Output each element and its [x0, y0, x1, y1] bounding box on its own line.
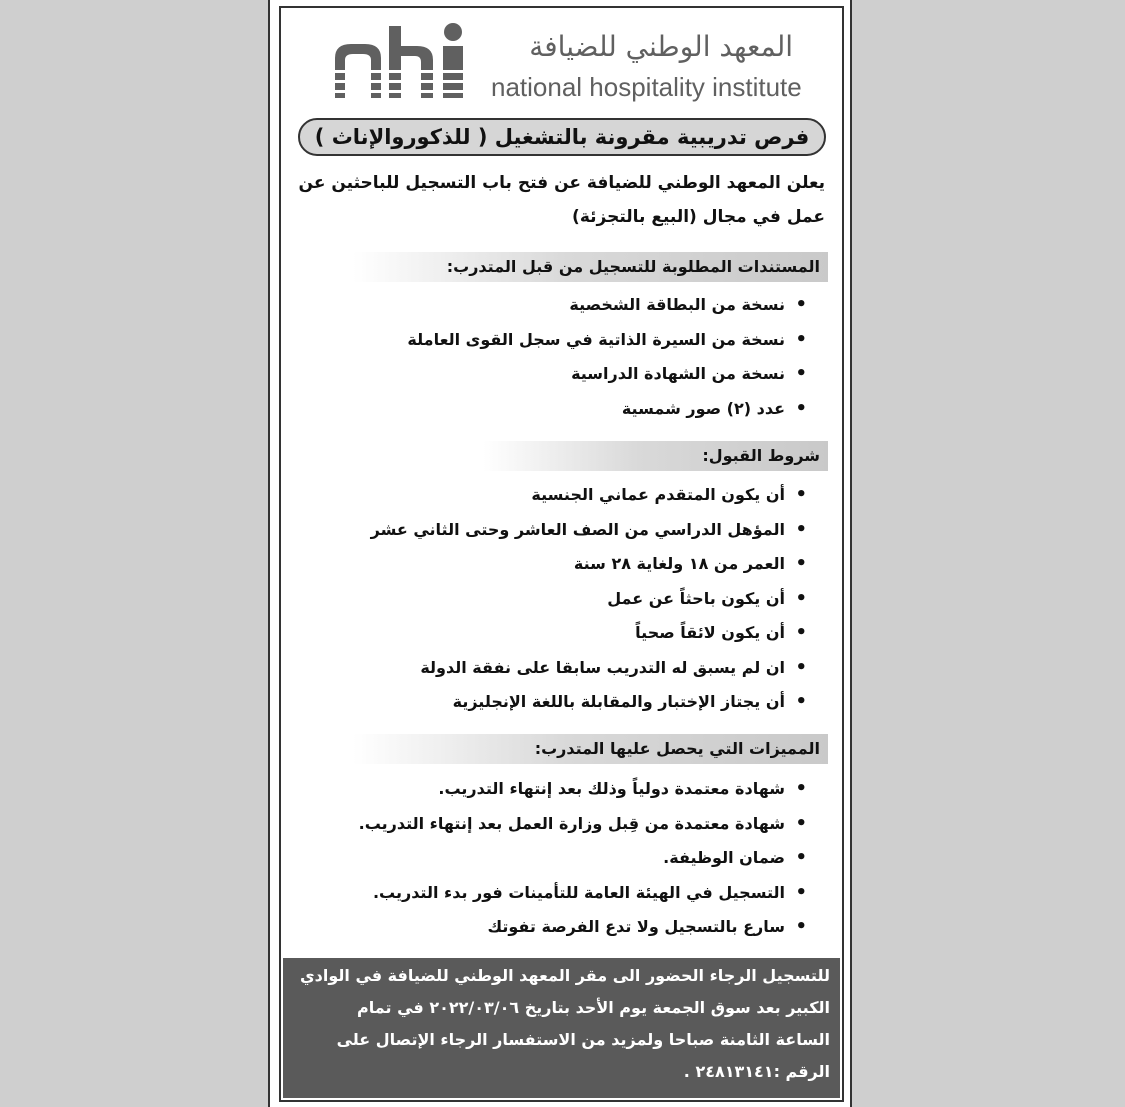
intro-paragraph [285, 166, 825, 234]
logo-english-name: national hospitality institute [491, 72, 802, 102]
list-item: • شهادة معتمدة دولياً وذلك بعد إنتهاء التدريب. [359, 772, 807, 807]
intro-line: عمل في مجال (البيع بالتجزئة) [572, 207, 825, 227]
footer-line: الكبير بعد سوق الجمعة يوم الأحد بتاريخ ٢٠٢٢/٠٣/٠٦ في تمام [357, 998, 830, 1017]
list-item: • سارع بالتسجيل ولا تدع الفرصة تفوتك [359, 910, 807, 945]
registration-footer [283, 958, 840, 1098]
intro-line: يعلن المعهد الوطني للضيافة عن فتح باب التسجيل للباحثين عن [298, 173, 825, 193]
list-item: • أن يكون لائقاً صحياً [371, 616, 807, 651]
footer-line: للتسجيل الرجاء الحضور الى مقر المعهد الوطني للضيافة في الوادي [299, 966, 830, 985]
list-item: • العمر من ١٨ ولغاية ٢٨ سنة [371, 547, 807, 582]
list-item: • نسخة من الشهادة الدراسية [407, 357, 807, 392]
benefits-heading: المميزات التي يحصل عليها المتدرب: [353, 734, 828, 764]
list-item: • نسخة من السيرة الذاتية في سجل القوى العاملة [407, 323, 807, 358]
benefits-list [359, 772, 807, 945]
list-item: • أن يجتاز الإختبار والمقابلة باللغة الإنجليزية [371, 685, 807, 720]
nhi-logo-mark [333, 20, 483, 110]
logo-arabic-name: المعهد الوطني للضيافة [529, 30, 793, 63]
list-item: • المؤهل الدراسي من الصف العاشر وحتى الثاني عشر [371, 513, 807, 548]
list-item: • ضمان الوظيفة. [359, 841, 807, 876]
footer-line: الساعة الثامنة صباحا ولمزيد من الاستفسار الرجاء الإتصال على [336, 1030, 830, 1049]
list-item: • التسجيل في الهيئة العامة للتأمينات فور بدء التدريب. [359, 876, 807, 911]
list-item: • أن يكون باحثاً عن عمل [371, 582, 807, 617]
documents-heading: المستندات المطلوبة للتسجيل من قبل المتدرب: [353, 252, 828, 282]
footer-line: الرقم :٢٤٨١٣١٤١ . [683, 1062, 830, 1081]
conditions-list [371, 478, 807, 720]
documents-list [407, 288, 807, 426]
list-item: • ان لم يسبق له التدريب سابقا على نفقة الدولة [371, 651, 807, 686]
ad-title: فرص تدريبية مقرونة بالتشغيل ( للذكوروالإناث ) [298, 118, 826, 156]
nhi-logo [333, 20, 802, 112]
list-item: • نسخة من البطاقة الشخصية [407, 288, 807, 323]
list-item: • شهادة معتمدة من قِبل وزارة العمل بعد إنتهاء التدريب. [359, 807, 807, 842]
conditions-heading: شروط القبول: [483, 441, 828, 471]
list-item: • عدد (٢) صور شمسية [407, 392, 807, 427]
list-item: • أن يكون المتقدم عماني الجنسية [371, 478, 807, 513]
